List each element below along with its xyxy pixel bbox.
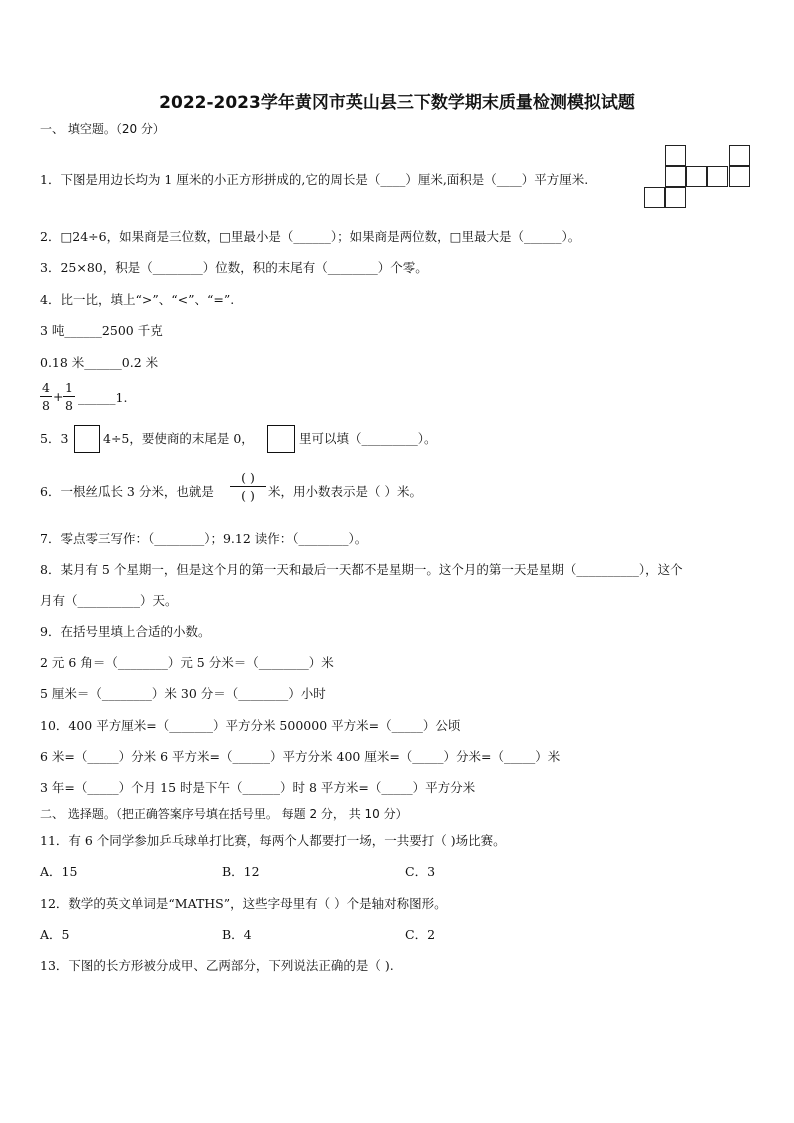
question-1: 1．下图是用边长均为 1 厘米的小正方形拼成的,它的周长是（____）厘米,面积是（____）平方厘米. [40, 172, 589, 187]
question-9-line-1: 2 元 6 角＝（________）元 5 分米＝（________）米 [40, 655, 334, 670]
blank-box[interactable] [267, 425, 295, 453]
question-2: 2．□24÷6，如果商是三位数，□里最小是（______）；如果商是两位数，□里最大是（______）。 [40, 229, 581, 244]
question-4: 4．比一比，填上“>”、“<”、“=”. [40, 292, 235, 307]
question-11-option-b: B．12 [222, 864, 260, 879]
question-13: 13．下图的长方形被分成甲、乙两部分，下列说法正确的是（ ). [40, 958, 394, 973]
question-6-end: 米，用小数表示是（ ）米。 [268, 484, 422, 499]
question-6-start: 6．一根丝瓜长 3 分米，也就是 [40, 484, 214, 499]
question-12: 12．数学的英文单词是“MATHS”，这些字母里有（ ）个是轴对称图形。 [40, 896, 447, 911]
question-12-option-a: A．5 [40, 927, 70, 942]
question-10-line-3: 3 年=（_____）个月 15 时是下午（______）时 8 平方米=（_____）平方分米 [40, 780, 476, 795]
question-4-item-a: 3 吨______2500 千克 [40, 323, 163, 338]
section-1-heading: 一、 填空题。（20 分） [40, 122, 165, 136]
blank-box[interactable] [74, 425, 100, 453]
fraction-blank: ( ) ( ) [230, 470, 266, 503]
question-9-line-2: 5 厘米＝（________）米 30 分＝（________）小时 [40, 686, 326, 701]
question-10-line-1: 10．400 平方厘米=（_______）平方分米 500000 平方米=（_____）公顷 [40, 718, 461, 733]
question-5-middle: 4÷5，要使商的末尾是 0， [103, 431, 254, 446]
question-7: 7．零点零三写作：（________）；9.12 读作：（________）。 [40, 531, 368, 546]
question-12-option-b: B．4 [222, 927, 252, 942]
question-11-option-a: A．15 [40, 864, 78, 879]
fraction-1-8: 1 8 [63, 380, 75, 413]
question-8-line-2: 月有（__________）天。 [40, 593, 178, 608]
fraction-4-8: 4 8 [40, 380, 52, 413]
question-12-option-c: C．2 [405, 927, 436, 942]
question-11: 11．有 6 个同学参加乒乓球单打比赛，每两个人都要打一场，一共要打（ )场比赛。 [40, 833, 506, 848]
question-10-line-2: 6 米=（_____）分米 6 平方米=（______）平方分米 400 厘米=（_____）分米=（_____）米 [40, 749, 561, 764]
question-4-item-b: 0.18 米______0.2 米 [40, 355, 159, 370]
section-2-heading: 二、 选择题。（把正确答案序号填在括号里。 每题 2 分， 共 10 分） [40, 807, 408, 821]
question-8-line-1: 8．某月有 5 个星期一，但是这个月的第一天和最后一天都不是星期一。这个月的第一天是星期（__________），这个 [40, 562, 683, 577]
question-3: 3．25×80，积是（________）位数，积的末尾有（________）个零。 [40, 260, 428, 275]
question-5-end: 里可以填（_________）。 [299, 431, 437, 446]
question-5-start: 5．3 [40, 431, 69, 446]
page-title: 2022-2023学年黄冈市英山县三下数学期末质量检测模拟试题 [159, 93, 635, 113]
question-11-option-c: C．3 [405, 864, 436, 879]
question-9: 9．在括号里填上合适的小数。 [40, 624, 211, 639]
